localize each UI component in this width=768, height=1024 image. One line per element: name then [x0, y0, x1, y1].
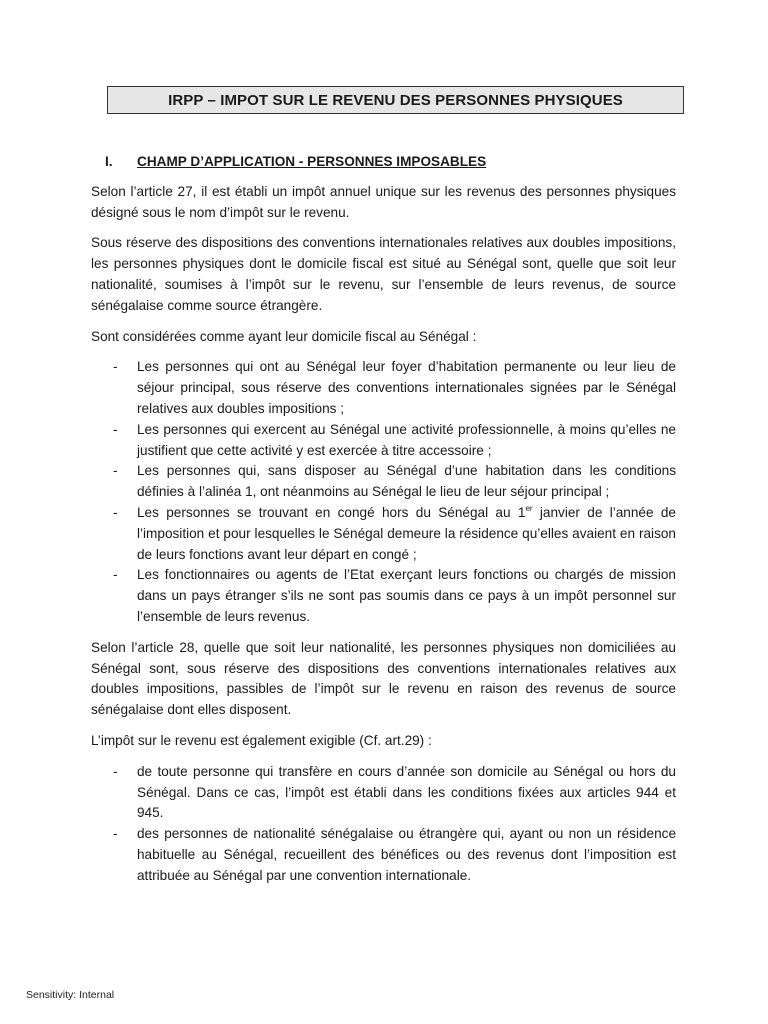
- dash-bullet: -: [113, 421, 118, 437]
- document-body: [91, 152, 676, 897]
- paragraph: Selon l’article 27, il est établi un impôt annuel unique sur les revenus des personnes physiques désigné sous le nom d’impôt sur le revenu.: [91, 183, 676, 220]
- ordinal-superscript: er: [525, 503, 533, 513]
- list-item-text: de toute personne qui transfère en cours d’année son domicile au Sénégal ou hors du Sénégal. Dans ce cas, l’impôt est établi dans les conditions fixées aux articles 944 et 945.: [137, 763, 676, 821]
- sensitivity-label: Sensitivity: Internal: [26, 989, 115, 1001]
- dash-bullet: -: [113, 463, 118, 479]
- dash-bullet: -: [113, 763, 118, 779]
- paragraph: Sous réserve des dispositions des conventions internationales relatives aux doubles impositions, les personnes physiques dont le domicile fiscal est situé au Sénégal sont, quelle que soit leur nationalité, soumises à l’impôt sur le revenu, sur l’ensemble de leurs revenus, de source sénégalaise comme source étrangère.: [91, 235, 676, 313]
- list-item-text: Les personnes qui ont au Sénégal leur foyer d’habitation permanente ou leur lieu de séjour principal, sous réserve des conventions internationales signées par le Sénégal relatives aux doubles impositions ;: [137, 359, 676, 416]
- paragraph: L’impôt sur le revenu est également exigible (Cf. art.29) :: [91, 732, 432, 748]
- list-item-text: Les fonctionnaires ou agents de l’Etat exerçant leurs fonctions ou chargés de mission dans un pays étranger s’ils ne sont pas soumis dans ce pays à un impôt personnel sur l’ensemble de leurs revenus.: [137, 567, 676, 624]
- list-item: [91, 824, 676, 886]
- section-heading: [91, 152, 676, 173]
- dash-bullet: -: [113, 359, 118, 375]
- section-number: I.: [105, 154, 113, 169]
- dash-bullet: -: [113, 567, 118, 583]
- paragraph: Sont considérées comme ayant leur domicile fiscal au Sénégal :: [91, 328, 477, 344]
- list-item-text-part: Les personnes se trouvant en congé hors du Sénégal au 1: [137, 504, 526, 520]
- document-title: IRPP – IMPOT SUR LE REVENU DES PERSONNES PHYSIQUES: [107, 86, 684, 114]
- list-item: [91, 357, 676, 419]
- list-item-text: [137, 505, 676, 562]
- list-item-text: Les personnes qui, sans disposer au Sénégal d’une habitation dans les conditions définies à l’alinéa 1, ont néanmoins au Sénégal le lieu de leur séjour principal ;: [137, 463, 676, 500]
- domicile-criteria-list: [91, 357, 676, 627]
- list-item-text: des personnes de nationalité sénégalaise ou étrangère qui, ayant ou non un résidence habituelle au Sénégal, recueillent des bénéfices ou des revenus dont l’imposition est attribuée au Sénégal par une convention internationale.: [137, 826, 676, 883]
- list-item: [91, 420, 676, 462]
- list-item: [91, 762, 676, 824]
- paragraph: Selon l’article 28, quelle que soit leur nationalité, les personnes physiques non domiciliées au Sénégal sont, sous réserve des dispositions des conventions internationales relatives aux doubles impositions, passibles de l’impôt sur le revenu en raison des revenus de source sénégalaise dont elles disposent.: [91, 639, 676, 718]
- list-item: [91, 503, 676, 565]
- dash-bullet: -: [113, 826, 118, 842]
- list-item-text: Les personnes qui exercent au Sénégal une activité professionnelle, à moins qu’elles ne justifient que cette activité y est exercée à titre accessoire ;: [137, 421, 676, 458]
- exigibility-list: [91, 762, 676, 887]
- list-item-text-part: janvier de l’année de l’imposition et pour lesquelles le Sénégal demeure la résidence qu’elles avaient en raison de leurs fonctions avant leur départ en congé ;: [137, 504, 676, 562]
- list-item: [91, 461, 676, 503]
- section-title: CHAMP D’APPLICATION - PERSONNES IMPOSABLES: [137, 154, 487, 169]
- dash-bullet: -: [113, 504, 118, 520]
- list-item: [91, 565, 676, 627]
